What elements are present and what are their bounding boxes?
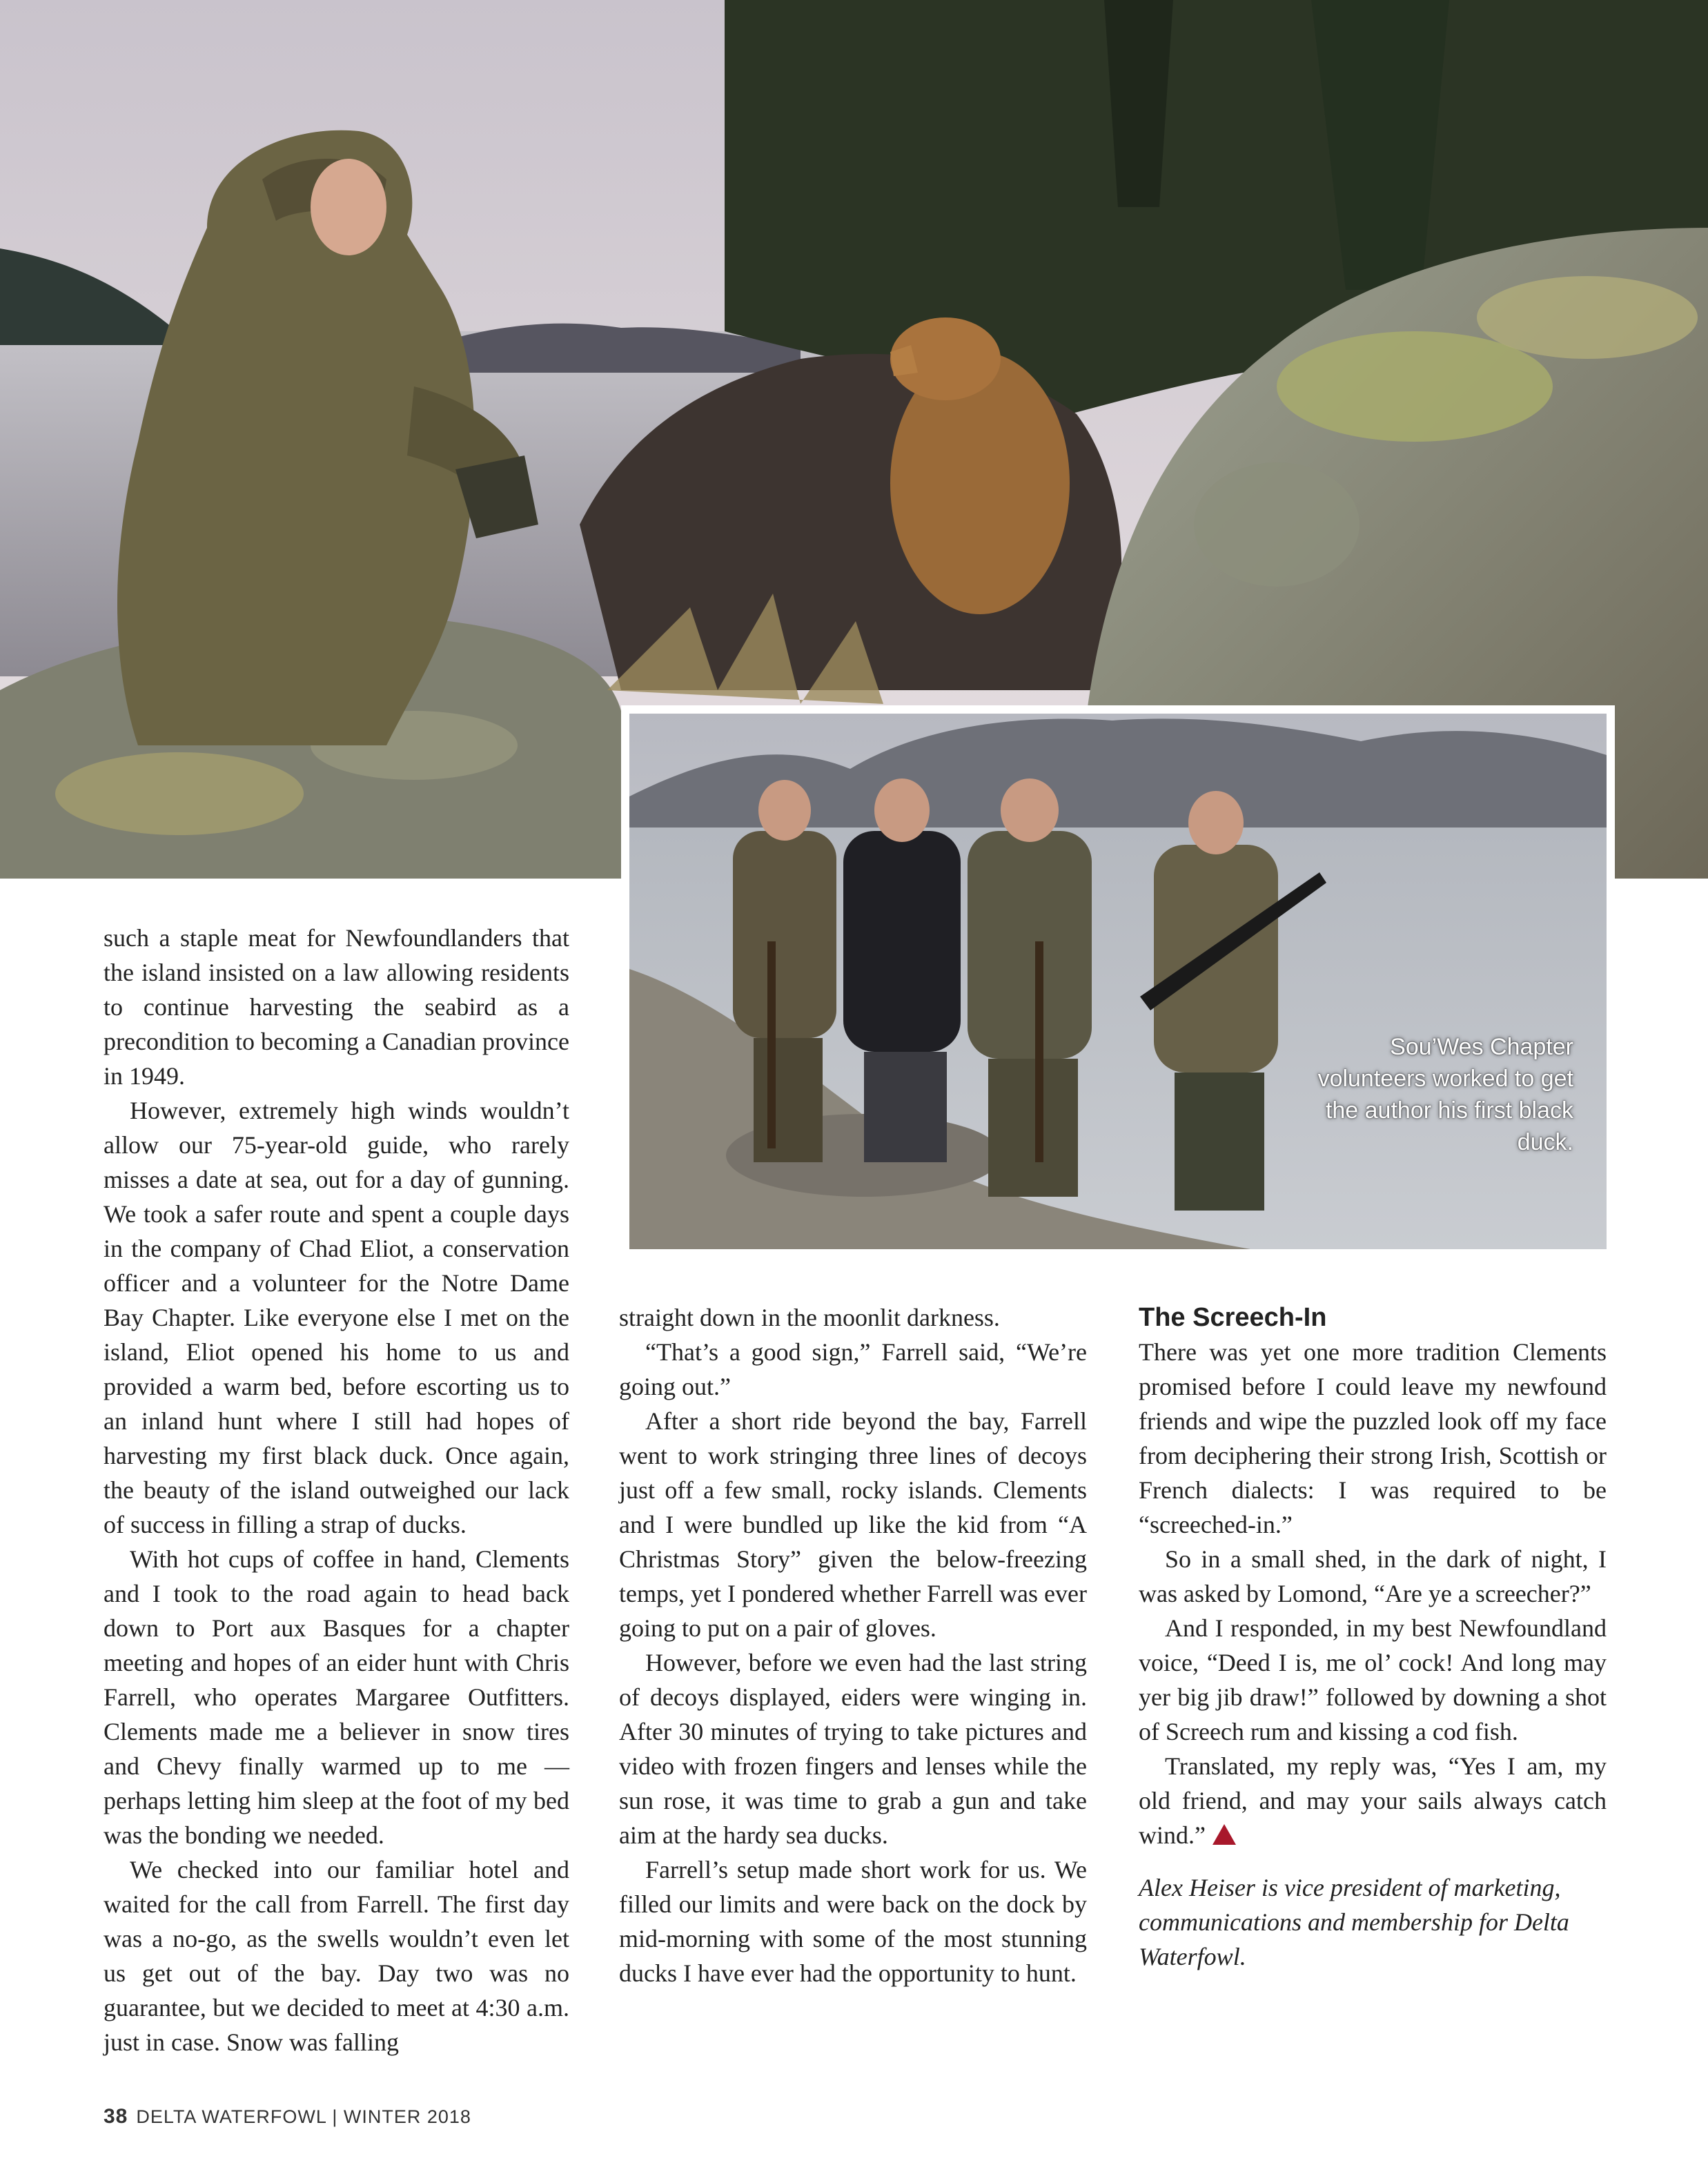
- body-paragraph: such a staple meat for Newfoundlanders that the island insisted on a law allowing residents to continue harvesting the seabird as a precondition to becoming a Canadian province in 1949.: [104, 924, 569, 1090]
- body-paragraph-final: [1139, 1749, 1607, 1852]
- inset-photo: [629, 714, 1607, 1249]
- page-footer: [104, 2105, 471, 2128]
- final-paragraph-text: Translated, my reply was, “Yes I am, my old friend, and may your sails always catch wind.”: [1139, 1752, 1607, 1849]
- body-paragraph: With hot cups of coffee in hand, Clements and I took to the road again to head back down to Port aux Basques for a chapter meeting and hopes of an eider hunt with Chris Farrell, who operates Margaree Outfitters. Clements made me a believer in snow tires and Chevy finally warmed up to me — perhaps letting him sleep at the foot of my bed was the bonding we needed.: [104, 1545, 569, 1849]
- body-paragraph: However, before we even had the last string of decoys displayed, eiders were winging in. After 30 minutes of trying to take pictures and video with frozen fingers and lenses while the sun rose, it was time to grab a gun and take aim at the hardy sea ducks.: [619, 1649, 1087, 1849]
- body-paragraph: Farrell’s setup made short work for us. We filled our limits and were back on the dock by mid-morning with some of the most stunning ducks I have ever had the opportunity to hunt.: [619, 1856, 1087, 1987]
- article-column-3: [1139, 1300, 1607, 1974]
- article-column-1: [104, 921, 569, 2059]
- body-paragraph: straight down in the moonlit darkness.: [619, 1304, 1000, 1331]
- end-of-article-triangle-icon: [1213, 1824, 1236, 1845]
- publication-line: DELTA WATERFOWL | WINTER 2018: [136, 2106, 471, 2127]
- article-column-2: [619, 1300, 1087, 1990]
- body-paragraph: “That’s a good sign,” Farrell said, “We’re going out.”: [619, 1338, 1087, 1400]
- author-bio: Alex Heiser is vice president of marketing, communications and membership for Delta Waterfowl.: [1139, 1874, 1569, 1970]
- photo-caption: Sou’Wes Chapter volunteers worked to get the author his first black duck.: [1317, 1034, 1573, 1155]
- body-paragraph: And I responded, in my best Newfoundland voice, “Deed I is, me ol’ cock! And long may yer big jib draw!” followed by downing a shot of Screech rum and kissing a cod fish.: [1139, 1614, 1607, 1745]
- inset-photo-illustration: [629, 714, 1607, 1249]
- section-subhead: The Screech-In: [1139, 1303, 1327, 1332]
- body-paragraph: So in a small shed, in the dark of night, I was asked by Lomond, “Are ye a screecher?”: [1139, 1545, 1607, 1607]
- page-number: 38: [104, 2105, 128, 2128]
- body-paragraph: There was yet one more tradition Clements promised before I could leave my newfound friends and wipe the puzzled look off my face from deciphering their strong Irish, Scottish or French dialects: I was required to be “screeched-in.”: [1139, 1338, 1607, 1538]
- body-paragraph: However, extremely high winds wouldn’t allow our 75-year-old guide, who rarely misses a date at sea, out for a day of gunning. We took a safer route and spent a couple days in the company of Chad Eliot, a conservation officer and a volunteer for the Notre Dame Bay Chapter. Like everyone else I met on the island, Eliot opened his home to us and provided a warm bed, before escorting us to an inland hunt where I still had hopes of harvesting my first black duck. Once again, the beauty of the island outweighed our lack of success in filling a strap of ducks.: [104, 1097, 569, 1538]
- body-paragraph: We checked into our familiar hotel and waited for the call from Farrell. The first day was a no-go, as the swells wouldn’t even let us get out of the bay. Day two was no guarantee, but we decided to meet at 4:30 a.m. just in case. Snow was falling: [104, 1856, 569, 2056]
- inset-photo-frame: [621, 705, 1615, 1257]
- body-paragraph: After a short ride beyond the bay, Farrell went to work stringing three lines of decoys just off a few small, rocky islands. Clements and I were bundled up like the kid from “A Christmas Story” given the below-freezing temps, yet I pondered whether Farrell was ever going to put on a pair of gloves.: [619, 1407, 1087, 1642]
